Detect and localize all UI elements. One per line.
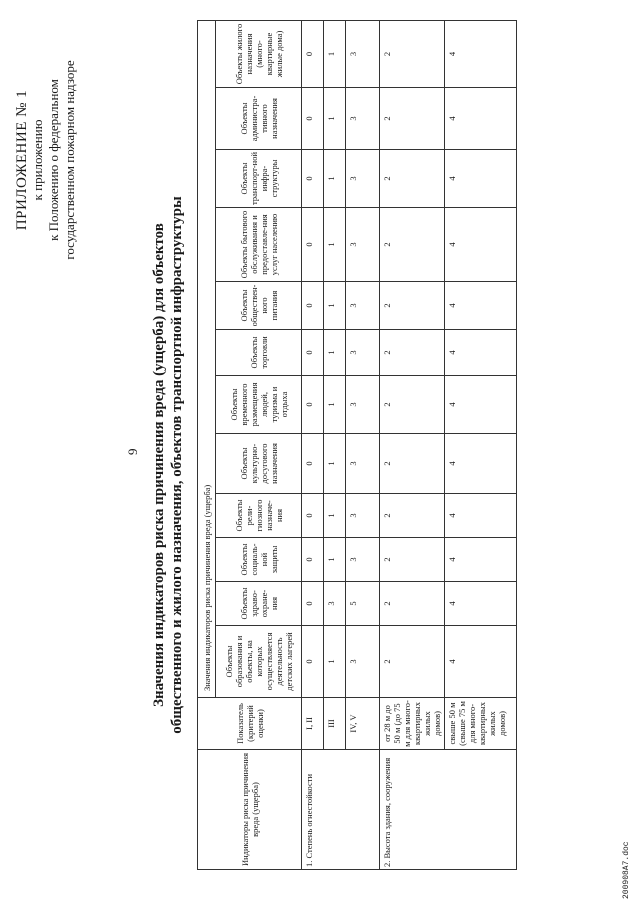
- cell-value: 0: [302, 20, 324, 87]
- header-object-0: Объекты образования и объекты, на которых осуществляется деятельность детских лагерей: [216, 626, 302, 698]
- cell-value: 2: [380, 208, 445, 282]
- cell-value: 0: [302, 208, 324, 282]
- cell-indicator: 1. Степень огнестойкости: [302, 750, 324, 870]
- cell-criteria: I, II: [302, 698, 324, 750]
- cell-value: 1: [324, 20, 346, 87]
- cell-value: 2: [380, 282, 445, 330]
- cell-value: 2: [380, 626, 445, 698]
- cell-value: 3: [346, 330, 380, 376]
- cell-value: 3: [346, 626, 380, 698]
- cell-value: 3: [346, 282, 380, 330]
- cell-value: 2: [380, 494, 445, 538]
- cell-value: 2: [380, 150, 445, 208]
- cell-value: 2: [380, 434, 445, 494]
- cell-value: 4: [445, 150, 517, 208]
- cell-value: 1: [324, 282, 346, 330]
- table-row: [380, 20, 445, 869]
- appendix-header: [14, 15, 78, 305]
- cell-value: 0: [302, 494, 324, 538]
- cell-value: 4: [445, 538, 517, 582]
- appendix-line-4: государственном пожарном надзоре: [62, 60, 77, 260]
- cell-value: 0: [302, 434, 324, 494]
- cell-value: 2: [380, 538, 445, 582]
- cell-value: 1: [324, 538, 346, 582]
- footer-filename: 200908А7.doc: [622, 841, 631, 899]
- cell-value: 4: [445, 376, 517, 434]
- cell-value: 5: [346, 582, 380, 626]
- header-object-1: Объекты здраво-охране-ния: [216, 582, 302, 626]
- header-object-11: Объекты жилого назначения (много-квартирные жилые дома): [216, 20, 302, 87]
- cell-value: 4: [445, 330, 517, 376]
- page-number: 9: [125, 448, 140, 455]
- cell-value: 2: [380, 582, 445, 626]
- cell-indicator: [445, 750, 517, 870]
- cell-value: 0: [302, 330, 324, 376]
- header-object-5: Объекты временного размещения людей, туризма и отдыха: [216, 376, 302, 434]
- cell-value: 0: [302, 376, 324, 434]
- cell-value: 4: [445, 626, 517, 698]
- cell-value: 0: [302, 88, 324, 150]
- cell-value: 1: [324, 626, 346, 698]
- header-object-10: Объекты администра-тивного назначения: [216, 88, 302, 150]
- title-line-1: Значения индикаторов риска причинения вреда (ущерба) для объектов: [151, 223, 167, 707]
- cell-value: 0: [302, 538, 324, 582]
- cell-value: 1: [324, 494, 346, 538]
- header-object-3: Объекты рели-гиозного назначе-ния: [216, 494, 302, 538]
- cell-criteria: IV, V: [346, 698, 380, 750]
- cell-value: 0: [302, 582, 324, 626]
- cell-value: 3: [346, 434, 380, 494]
- cell-value: 3: [346, 20, 380, 87]
- cell-value: 1: [324, 150, 346, 208]
- cell-value: 1: [324, 208, 346, 282]
- table-row: [302, 20, 324, 869]
- cell-value: 0: [302, 282, 324, 330]
- header-object-9: Объекты транспорт-ной инфра-структуры: [216, 150, 302, 208]
- appendix-line-1: ПРИЛОЖЕНИЕ № 1: [14, 89, 30, 231]
- cell-criteria: III: [324, 698, 346, 750]
- cell-value: 3: [346, 376, 380, 434]
- cell-value: 3: [346, 88, 380, 150]
- cell-indicator: 2. Высота здания, сооружения: [380, 750, 445, 870]
- document-title: [150, 115, 186, 815]
- header-object-2: Объекты социаль-ной защиты: [216, 538, 302, 582]
- header-object-8: Объекты бытового обслуживания и предоставле-ния услуг населению: [216, 208, 302, 282]
- cell-value: 3: [346, 494, 380, 538]
- header-object-4: Объекты культурно-досугового назначения: [216, 434, 302, 494]
- cell-value: 0: [302, 150, 324, 208]
- cell-value: 1: [324, 88, 346, 150]
- table-row: [346, 20, 380, 869]
- cell-criteria: свыше 50 м (свыше 75 м для много-квартирных жилых домов): [445, 698, 517, 750]
- cell-value: 3: [346, 150, 380, 208]
- cell-indicator: [346, 750, 380, 870]
- cell-criteria: от 28 м до 50 м (до 75 м для много-квартирных жилых домов): [380, 698, 445, 750]
- header-indicator: Индикаторы риска причинения вреда (ущерба): [198, 750, 302, 870]
- cell-value: 4: [445, 582, 517, 626]
- cell-value: 4: [445, 208, 517, 282]
- cell-value: 1: [324, 376, 346, 434]
- cell-value: 0: [302, 626, 324, 698]
- cell-value: 1: [324, 330, 346, 376]
- cell-value: 4: [445, 494, 517, 538]
- table-row: [445, 20, 517, 869]
- cell-indicator: [324, 750, 346, 870]
- appendix-line-2: к приложению: [30, 119, 45, 201]
- cell-value: 2: [380, 330, 445, 376]
- header-criteria: Показатель (критерий оценки): [198, 698, 302, 750]
- cell-value: 4: [445, 88, 517, 150]
- header-object-7: Объекты обществен-ного питания: [216, 282, 302, 330]
- cell-value: 2: [380, 376, 445, 434]
- cell-value: 2: [380, 20, 445, 87]
- header-object-6: Объекты торговли: [216, 330, 302, 376]
- cell-value: 3: [346, 538, 380, 582]
- cell-value: 4: [445, 434, 517, 494]
- cell-value: 4: [445, 282, 517, 330]
- appendix-line-3: к Положению о федеральном: [46, 79, 61, 241]
- cell-value: 3: [346, 208, 380, 282]
- cell-value: 1: [324, 434, 346, 494]
- table-row: [324, 20, 346, 869]
- header-values-group: Значения индикаторов риска причинения вреда (ущерба): [198, 20, 216, 697]
- cell-value: 2: [380, 88, 445, 150]
- cell-value: 4: [445, 20, 517, 87]
- risk-indicator-table: [197, 20, 517, 870]
- title-line-2: общественного и жилого назначения, объектов транспортной инфраструктуры: [169, 196, 185, 734]
- cell-value: 3: [324, 582, 346, 626]
